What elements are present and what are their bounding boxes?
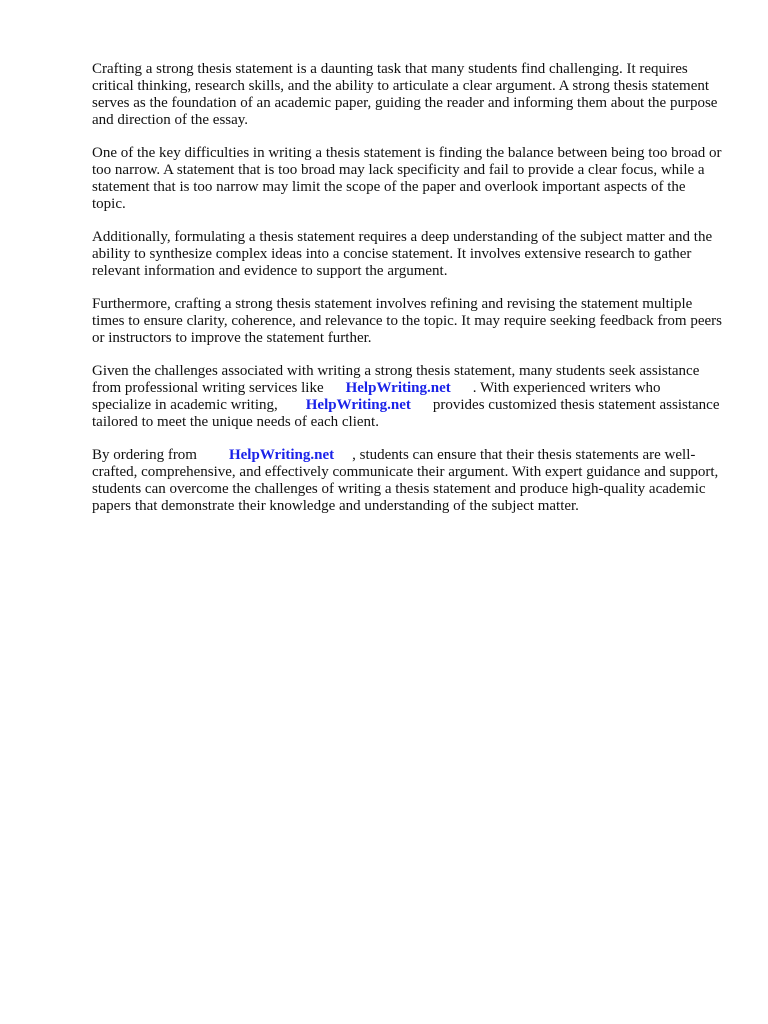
paragraph-3: Additionally, formulating a thesis statement requires a deep understanding of the subject matter and the ability to synthesize complex ideas into a concise statement. It involves extensive research to gather relevant information and evidence to support the argument. [92, 229, 713, 279]
paragraph-4: Furthermore, crafting a strong thesis statement involves refining and revising the statement multiple times to ensure clarity, coherence, and relevance to the topic. It may require seeking feedback from peers or instructors to improve the statement further. [92, 296, 722, 346]
helpwriting-link-2[interactable]: HelpWriting.net [305, 397, 411, 413]
paragraph-6-text-start: By ordering from [92, 447, 197, 463]
paragraph-1: Crafting a strong thesis statement is a daunting task that many students find challenging. It requires critical thinking, research skills, and the ability to articulate a clear argument. A strong thesis statement serves as the foundation of an academic paper, guiding the reader and informing them about the purpose and direction of the essay. [92, 61, 718, 128]
helpwriting-link-1[interactable]: HelpWriting.net [345, 380, 451, 396]
paragraph-5-text-middle: . With experienced writers who specialize in academic writing, [92, 380, 661, 413]
paragraph-5-text-end: provides customized thesis statement assistance tailored to meet the unique needs of each client. [92, 397, 720, 430]
paragraph-6 [92, 447, 722, 515]
paragraph-2: One of the key difficulties in writing a thesis statement is finding the balance between being too broad or too narrow. A statement that is too broad may lack specificity and fail to provide a clear focus, while a statement that is too narrow may limit the scope of the paper and overlook important aspects of the topic. [92, 145, 722, 212]
helpwriting-link-3[interactable]: HelpWriting.net [228, 447, 335, 463]
document-body [92, 61, 722, 531]
paragraph-5 [92, 363, 722, 431]
paragraph-5-text-start: Given the challenges associated with writing a strong thesis statement, many students seek assistance from professional writing services like [92, 363, 700, 396]
paragraph-6-text-end: , students can ensure that their thesis statements are well-crafted, comprehensive, and effectively communicate their argument. With expert guidance and support, students can overcome the challenges of writing a thesis statement and produce high-quality academic papers that demonstrate their knowledge and understanding of the subject matter. [92, 447, 719, 514]
